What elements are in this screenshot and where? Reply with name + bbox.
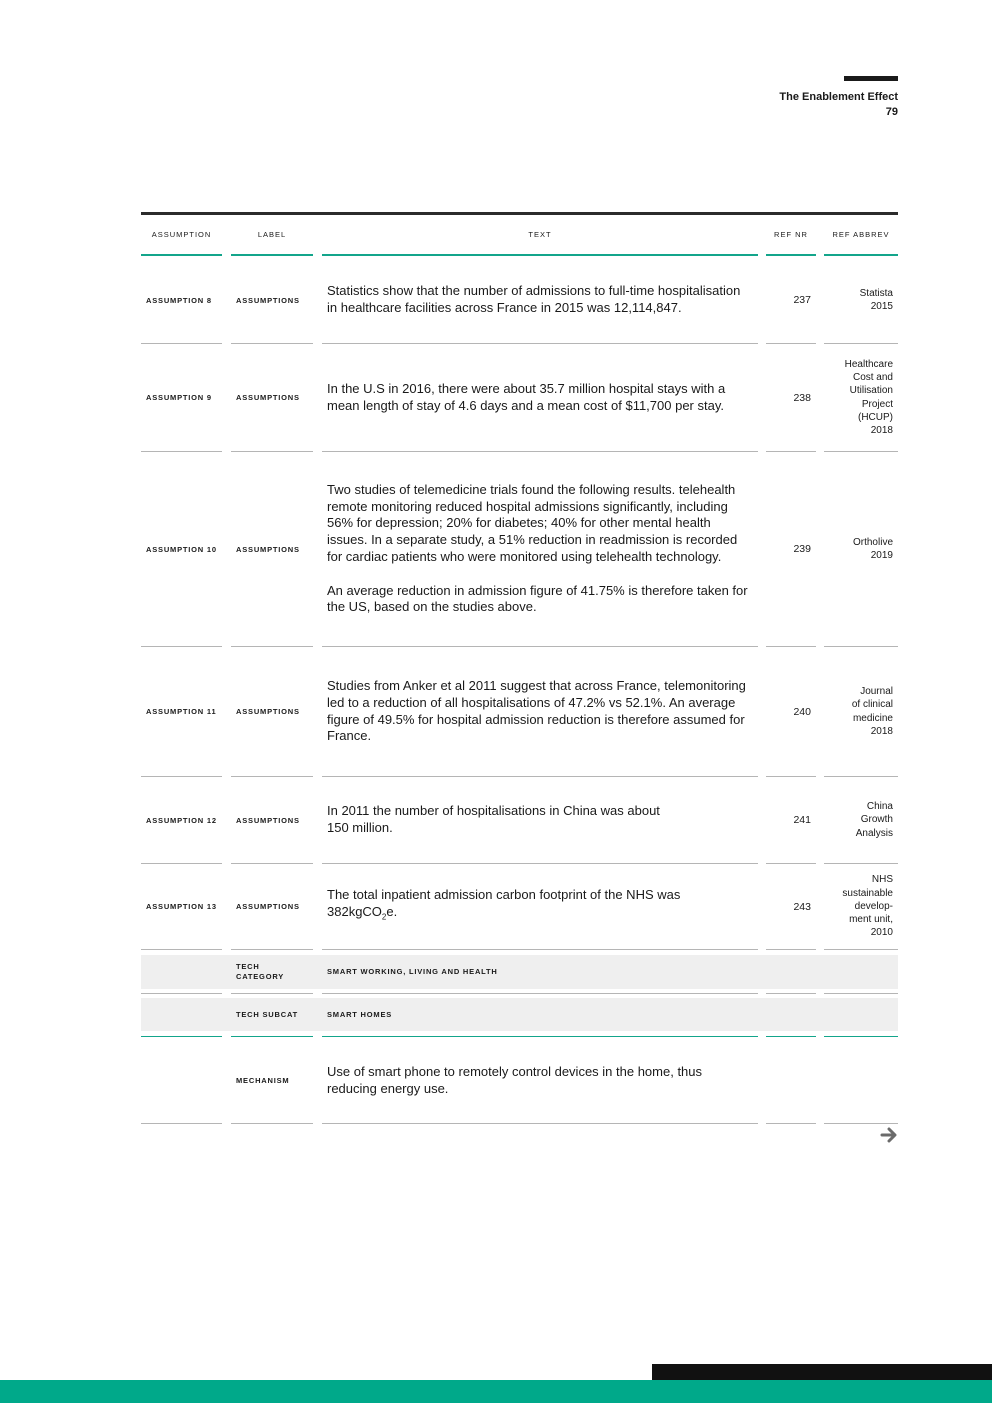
assumption-id: ASSUMPTION 13 xyxy=(146,902,217,911)
row-divider xyxy=(322,1036,758,1037)
row-divider xyxy=(141,949,222,950)
assumption-id: ASSUMPTION 11 xyxy=(146,707,217,716)
row-divider xyxy=(766,1123,816,1124)
row-text-suffix: e. xyxy=(386,903,398,919)
tech-category-label: TECH CATEGORY xyxy=(236,962,285,981)
assumption-id: ASSUMPTION 10 xyxy=(146,544,217,554)
row-divider xyxy=(322,993,758,994)
ref-abbrev: Healthcare Cost and Utilisation Project (HCUP) 2018 xyxy=(844,358,893,437)
row-text: In 2011 the number of hospitalisations in China was about 150 million. xyxy=(327,803,660,835)
row-text-subscript: 2 xyxy=(381,912,387,922)
row-divider xyxy=(824,1123,898,1124)
column-header-ref-nr: REF NR xyxy=(774,229,808,239)
footer-dark-bar xyxy=(652,1364,992,1380)
row-divider xyxy=(231,949,313,950)
row-divider xyxy=(141,993,222,994)
header-underline xyxy=(322,254,758,256)
table-top-rule xyxy=(141,212,898,215)
row-divider xyxy=(322,1123,758,1124)
row-divider xyxy=(766,1036,816,1037)
ref-abbrev: Ortholive 2019 xyxy=(852,536,893,561)
column-header-label: LABEL xyxy=(257,229,287,239)
page-header-title: The Enablement Effect xyxy=(779,91,898,103)
row-text xyxy=(322,864,758,949)
row-label: ASSUMPTIONS xyxy=(236,295,300,305)
tech-subcat-value: SMART HOMES xyxy=(327,1009,393,1019)
column-header-assumption: ASSUMPTION xyxy=(151,229,212,239)
row-divider xyxy=(141,1036,222,1037)
header-underline xyxy=(824,254,898,256)
ref-abbrev: Statista 2015 xyxy=(859,287,893,312)
page-number: 79 xyxy=(885,106,898,118)
footer-accent-bar xyxy=(0,1380,992,1403)
row-divider xyxy=(766,949,816,950)
row-divider xyxy=(824,993,898,994)
tech-category-value: SMART WORKING, LIVING AND HEALTH xyxy=(327,967,498,976)
header-underline xyxy=(766,254,816,256)
ref-number: 243 xyxy=(793,900,811,913)
row-divider xyxy=(231,1036,313,1037)
arrow-right-icon[interactable] xyxy=(880,1126,900,1144)
assumption-id: ASSUMPTION 9 xyxy=(146,393,212,402)
column-header-text: TEXT xyxy=(528,229,552,239)
ref-number: 237 xyxy=(793,294,811,306)
row-divider xyxy=(824,949,898,950)
header-rule xyxy=(844,76,898,81)
ref-abbrev: NHS sustainable develop- ment unit, 2010 xyxy=(842,874,893,939)
ref-abbrev: China Growth Analysis xyxy=(855,801,893,839)
ref-number: 240 xyxy=(793,705,811,718)
header-underline xyxy=(141,254,222,256)
row-divider xyxy=(231,993,313,994)
mechanism-label: MECHANISM xyxy=(236,1076,290,1085)
ref-number: 241 xyxy=(793,814,811,826)
row-label: ASSUMPTIONS xyxy=(236,902,300,911)
assumption-id: ASSUMPTION 8 xyxy=(146,295,212,305)
row-divider xyxy=(322,949,758,950)
row-label: ASSUMPTIONS xyxy=(236,815,300,825)
row-divider xyxy=(824,1036,898,1037)
ref-number: 238 xyxy=(793,391,811,404)
assumption-id: ASSUMPTION 12 xyxy=(146,815,217,825)
row-divider xyxy=(766,993,816,994)
ref-abbrev: Journal of clinical medicine 2018 xyxy=(851,685,893,737)
row-label: ASSUMPTIONS xyxy=(236,707,300,716)
row-divider xyxy=(141,1123,222,1124)
mechanism-text: Use of smart phone to remotely control devices in the home, thus reducing energy use. xyxy=(327,1063,703,1096)
column-header-ref-abbrev: REF ABBREV xyxy=(832,229,890,239)
row-text: In the U.S in 2016, there were about 35.7 million hospital stays with a mean length of stay of 4.6 days and a mean cost of $11,700 per stay. xyxy=(327,380,726,413)
header-underline xyxy=(231,254,313,256)
ref-number: 239 xyxy=(793,543,811,555)
row-label: ASSUMPTIONS xyxy=(236,393,300,402)
row-text-main: The total inpatient admission carbon footprint of the NHS was 382kgCO xyxy=(327,886,681,919)
row-divider xyxy=(231,1123,313,1124)
row-text: Studies from Anker et al 2011 suggest that across France, telemonitoring led to a reduction of all hospitalisations of 47.2% vs 52.1%. An average figure of 49.5% for hospital admission reduction is therefore assumed for France. xyxy=(327,677,746,744)
tech-subcat-label: TECH SUBCAT xyxy=(236,1009,298,1019)
row-label: ASSUMPTIONS xyxy=(236,544,300,554)
row-text: Statistics show that the number of admissions to full-time hospitalisation in healthcare facilities across France in 2015 was 12,114,847. xyxy=(327,283,741,315)
row-text: Two studies of telemedicine trials found the following results. telehealth remote monitoring reduced hospital admissions significantly, including 56% for depression; 20% for diabetes; 40% for other mental health issues. In a separate study, a 51% reduction in readmission is recorded for cardiac patients who were monitored using telehealth technology. An average reduction in admission figure of 41.75% is therefore taken for the US, based on the studies above. xyxy=(327,481,748,615)
